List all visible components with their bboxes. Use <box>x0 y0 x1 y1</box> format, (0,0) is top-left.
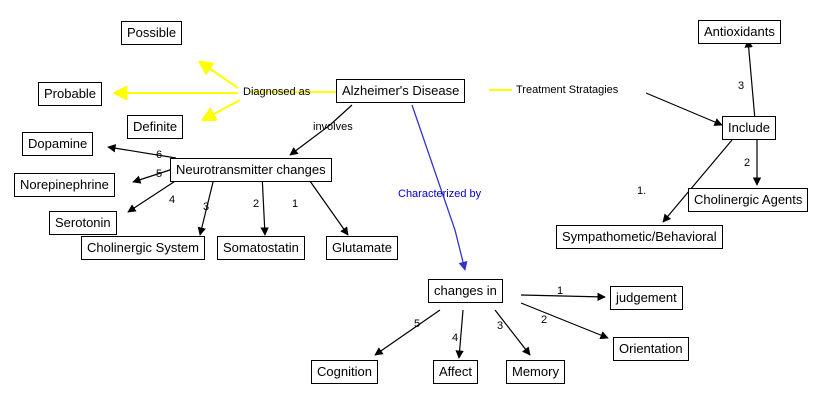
edge-label-num-glutamate <box>292 198 298 210</box>
edge-label-text: 3 <box>497 320 504 332</box>
node-somatostatin[interactable] <box>217 236 305 260</box>
node-serotonin[interactable] <box>49 211 117 235</box>
node-definite[interactable] <box>127 115 183 139</box>
node-label: Sympathometic/Behavioral <box>562 229 717 244</box>
node-label: Cholinergic System <box>87 240 199 255</box>
node-memory[interactable] <box>506 360 565 384</box>
edge-neurotransmitter-glutamate <box>305 174 348 235</box>
edge-label-text: 2 <box>541 314 548 326</box>
node-probable[interactable] <box>38 82 102 106</box>
node-label: Include <box>728 120 770 135</box>
node-label: Norepinephrine <box>20 177 109 192</box>
edge-label-num-somatostatin <box>253 198 259 210</box>
node-label: Alzheimer's Disease <box>342 83 460 98</box>
edge-label-text: 6 <box>156 149 163 161</box>
node-possible[interactable] <box>121 21 182 45</box>
node-label: changes in <box>434 283 497 298</box>
edge-changes-cognition <box>375 310 440 355</box>
node-label: Cognition <box>317 364 372 379</box>
edge-neurotransmitter-somatostatin <box>262 174 265 235</box>
edge-label-involves <box>313 121 353 133</box>
node-label: judgement <box>616 290 677 305</box>
node-changes-in[interactable] <box>428 279 503 303</box>
node-label: Affect <box>439 364 473 379</box>
node-label: Glutamate <box>332 240 392 255</box>
edge-label-text: 3 <box>738 80 745 92</box>
node-label: Neurotransmitter changes <box>176 162 326 177</box>
edge-label-text: Treatment Stratagies <box>516 84 619 96</box>
edge-label-diagnosed-as <box>243 86 310 98</box>
edge-label-text: Characterized by <box>398 188 482 200</box>
node-include[interactable] <box>722 116 776 140</box>
edge-label-treatment-stratagies <box>516 84 618 96</box>
node-label: Orientation <box>619 341 683 356</box>
edge-label-num-cognition <box>414 318 420 330</box>
node-cholinergic-system[interactable] <box>81 236 205 260</box>
node-label: Serotonin <box>55 215 111 230</box>
edge-label-num-sympathometic <box>637 185 646 197</box>
edge-label-text: 2 <box>253 198 260 210</box>
edge-label-text: 5 <box>414 318 421 330</box>
edge-treatment-include <box>646 93 722 125</box>
edge-label-text: 5 <box>156 168 163 180</box>
node-dopamine[interactable] <box>22 132 93 156</box>
edge-label-text: 4 <box>452 332 459 344</box>
node-label: Cholinergic Agents <box>694 192 803 207</box>
edge-label-text: Diagnosed as <box>243 86 311 98</box>
edge-changes-affect <box>459 310 463 358</box>
edge-label-num-judgement <box>557 285 563 297</box>
node-label: Probable <box>44 86 97 101</box>
node-cholinergic-agents[interactable] <box>688 188 808 212</box>
node-judgement[interactable] <box>610 286 683 310</box>
edge-neurotransmitter-dopamine <box>108 147 176 158</box>
edge-label-text: 3 <box>203 201 210 213</box>
edge-changes-memory <box>495 310 530 355</box>
edge-label-characterized-by <box>398 188 481 200</box>
edge-label-text: 1. <box>637 185 647 197</box>
edge-label-num-norepinephrine <box>156 168 162 180</box>
edge-label-text: 1 <box>557 285 564 297</box>
edge-label-num-dopamine <box>156 149 162 161</box>
node-label: Antioxidants <box>704 24 775 39</box>
node-affect[interactable] <box>433 360 478 384</box>
node-label: Somatostatin <box>223 240 299 255</box>
edge-label-num-serotonin <box>169 194 175 206</box>
edge-diagnosed-possible <box>200 62 238 88</box>
node-neurotransmitter-changes[interactable] <box>170 158 332 182</box>
node-norepinephrine[interactable] <box>14 173 115 197</box>
edge-label-num-memory <box>497 320 503 332</box>
edge-label-text: involves <box>313 121 353 133</box>
node-label: Memory <box>512 364 559 379</box>
edge-include-antioxidants <box>748 40 755 120</box>
node-label: Dopamine <box>28 136 88 151</box>
edge-label-text: 2 <box>744 157 751 169</box>
edge-diagnosed-definite <box>203 100 240 120</box>
node-cognition[interactable] <box>311 360 378 384</box>
edge-label-num-affect <box>452 332 458 344</box>
edge-label-num-cholinergic-system <box>203 201 209 213</box>
node-antioxidants[interactable] <box>698 20 781 44</box>
edge-label-num-antioxidants <box>738 80 744 92</box>
node-glutamate[interactable] <box>326 236 398 260</box>
node-orientation[interactable] <box>613 337 689 361</box>
node-label: Possible <box>127 25 177 40</box>
edge-label-num-orientation <box>541 314 547 326</box>
node-label: Definite <box>133 119 178 134</box>
node-alzheimers[interactable] <box>336 79 465 103</box>
edge-label-text: 1 <box>292 198 299 210</box>
edge-changes-orientation <box>521 303 608 338</box>
edge-label-text: 4 <box>169 194 176 206</box>
node-sympathometic-behavioral[interactable] <box>556 225 723 249</box>
edge-label-num-cholinergic-agents <box>744 157 750 169</box>
